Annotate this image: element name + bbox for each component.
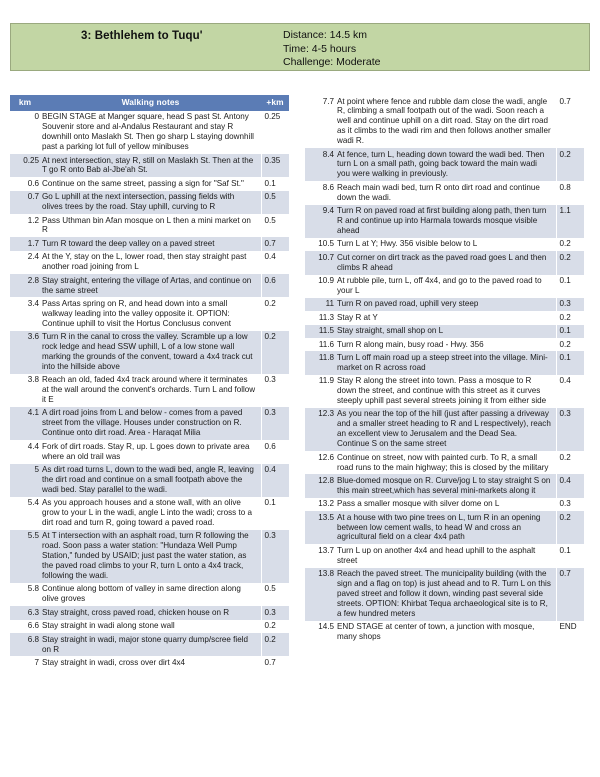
- route-row-note: At a house with two pine trees on L, turn R in an opening between low cement walls, to head W and cross an agricultural field on a clear 4x4 path: [335, 511, 556, 544]
- route-row-note: At T intersection with an asphalt road, turn R following the road. Soon pass a water station: "Hundaza Well Pump Station," funded by USAID; just past the water station, as the paved road climbs to your R, turn L onto a 4x4 track, following the wadi.: [40, 530, 261, 583]
- route-row-km: 11.5: [305, 325, 335, 338]
- route-row-add-km: 0.2: [261, 331, 289, 374]
- route-row: [305, 408, 584, 451]
- route-row-km: 6.3: [10, 606, 40, 619]
- route-row-add-km: 0.2: [556, 238, 584, 251]
- stage-title: 3: Bethlehem to Tuqu': [81, 30, 203, 42]
- route-row-add-km: 0.1: [261, 497, 289, 530]
- route-row-note: As dirt road turns L, down to the wadi bed, angle R, leaving the dirt road and continue on a small footpath above the wadi bed. Stay parallel to the wadi.: [40, 464, 261, 497]
- stage-distance: Distance: 14.5 km: [283, 29, 368, 41]
- table-header-row: [10, 95, 289, 111]
- route-row-add-km: 0.4: [261, 464, 289, 497]
- route-row-note: At rubble pile, turn L, off 4x4, and go to the paved road to your L: [335, 275, 556, 298]
- route-row-note: Pass Artas spring on R, and head down into a small walkway leading into the valley opposite it. OPTION: Continue uphill to visit the Hortus Conclusus convent: [40, 297, 261, 330]
- route-row-km: 1.2: [10, 214, 40, 237]
- route-row: [305, 474, 584, 497]
- route-row-km: 13.2: [305, 498, 335, 511]
- stage-challenge: Challenge: Moderate: [283, 56, 381, 69]
- column-header-add-km: +km: [261, 95, 289, 111]
- route-row-add-km: 0.7: [261, 656, 289, 669]
- route-row: [305, 181, 584, 204]
- route-table-left: [10, 95, 289, 670]
- route-row-add-km: 0.1: [556, 275, 584, 298]
- route-row-note: END STAGE at center of town, a junction with mosque, many shops: [335, 621, 556, 644]
- route-row-km: 3.8: [10, 374, 40, 407]
- route-row: [305, 251, 584, 274]
- route-row-add-km: 0.3: [261, 530, 289, 583]
- route-row-note: Stay R at Y: [335, 311, 556, 324]
- route-row: [305, 148, 584, 181]
- route-row-km: 4.4: [10, 440, 40, 463]
- route-row: [305, 511, 584, 544]
- route-row: [10, 497, 289, 530]
- route-row-note: Cut corner on dirt track as the paved road goes L and then climbs R ahead: [335, 251, 556, 274]
- route-row-add-km: 0.7: [556, 95, 584, 148]
- route-row: [305, 275, 584, 298]
- route-row-note: Fork of dirt roads. Stay R, up. L goes down to private area where an old trail was: [40, 440, 261, 463]
- route-row-km: 4.1: [10, 407, 40, 440]
- route-row: [10, 656, 289, 669]
- route-row: [305, 298, 584, 311]
- route-row-add-km: 0.3: [556, 298, 584, 311]
- route-row-note: Reach main wadi bed, turn R onto dirt road and continue down the wadi.: [335, 181, 556, 204]
- route-row: [10, 237, 289, 250]
- route-row-note: Stay straight, cross paved road, chicken house on R: [40, 606, 261, 619]
- route-row-add-km: 0.1: [261, 177, 289, 190]
- route-row-km: 2.8: [10, 274, 40, 297]
- route-row-km: 6.8: [10, 633, 40, 656]
- route-row-note: Continue on street, now with painted curb. To R, a small road runs to the main highway; this is closed by the military: [335, 451, 556, 474]
- route-row-km: 0.6: [10, 177, 40, 190]
- route-row-note: Stay straight in wadi along stone wall: [40, 620, 261, 633]
- route-row: [305, 498, 584, 511]
- route-row: [305, 311, 584, 324]
- route-row: [305, 375, 584, 408]
- route-row: [305, 544, 584, 567]
- route-row-km: 14.5: [305, 621, 335, 644]
- route-row-note: Turn R on paved road, uphill very steep: [335, 298, 556, 311]
- route-row: [10, 583, 289, 606]
- route-row-add-km: 0.2: [556, 148, 584, 181]
- route-row-add-km: 0.5: [261, 214, 289, 237]
- route-row: [10, 407, 289, 440]
- route-row-add-km: 0.2: [556, 338, 584, 351]
- route-row-add-km: 0.8: [556, 181, 584, 204]
- route-row: [10, 374, 289, 407]
- route-row-km: 1.7: [10, 237, 40, 250]
- route-row-add-km: 0.2: [261, 297, 289, 330]
- route-row: [10, 297, 289, 330]
- route-row-km: 7.7: [305, 95, 335, 148]
- route-row-km: 10.5: [305, 238, 335, 251]
- route-row: [10, 111, 289, 154]
- route-row-add-km: 0.7: [556, 568, 584, 621]
- route-row: [10, 620, 289, 633]
- route-row-note: Turn L at Y; Hwy. 356 visible below to L: [335, 238, 556, 251]
- route-table-body-right: [305, 95, 584, 644]
- route-row-add-km: 0.3: [261, 374, 289, 407]
- route-row-note: Reach the paved street. The municipality building (with the sign and a flag on top) is just ahead and to R. Turn L on this paved street and follow it down, winding past several side streets. OPTION: Khirbat Tequa archaeological site is to R, a few hundred meters: [335, 568, 556, 621]
- route-row-km: 12.6: [305, 451, 335, 474]
- route-row-note: As you approach houses and a stone wall, with an olive grow to your L in the wadi, angle L into the wadi; cross to a dirt road and turn R, going toward a paved road.: [40, 497, 261, 530]
- route-row: [10, 274, 289, 297]
- route-row-note: Turn R on paved road at first building along path, then turn R and continue up into Harmala towards mosque visible ahead: [335, 205, 556, 238]
- route-row-add-km: 0.5: [261, 583, 289, 606]
- route-row-km: 5.4: [10, 497, 40, 530]
- route-row-km: 9.4: [305, 205, 335, 238]
- route-row-km: 0.7: [10, 191, 40, 214]
- route-row-note: Turn R along main, busy road - Hwy. 356: [335, 338, 556, 351]
- route-row-km: 13.8: [305, 568, 335, 621]
- route-row-add-km: 0.6: [261, 440, 289, 463]
- route-row-add-km: 0.7: [261, 237, 289, 250]
- route-row-note: Stay R along the street into town. Pass a mosque to R down the street, and continue with this street as it curves steeply uphill past several streets joining it from either side: [335, 375, 556, 408]
- route-row-km: 7: [10, 656, 40, 669]
- route-row-note: Turn R in the canal to cross the valley. Scramble up a low rock ledge and head SSW uphill, L of a low stone wall marking the grounds of the convent, toward a 4x4 track cut into the hillside above: [40, 331, 261, 374]
- route-row-add-km: 0.3: [556, 408, 584, 451]
- route-table-header: [10, 95, 289, 111]
- route-row-note: At point where fence and rubble dam close the wadi, angle R, climbing a small footpath out of the wadi. Soon reach a well and continue uphill on a dirt road. Stay on the dirt road as it climbs to the wadi rim and then follows another smaller wadi R.: [335, 95, 556, 148]
- route-row: [10, 177, 289, 190]
- route-row: [305, 238, 584, 251]
- route-row: [10, 530, 289, 583]
- route-row: [305, 338, 584, 351]
- route-row: [305, 95, 584, 148]
- route-row-note: Stay straight, small shop on L: [335, 325, 556, 338]
- route-row-note: Pass a smaller mosque with silver dome on L: [335, 498, 556, 511]
- route-row: [10, 606, 289, 619]
- route-row-km: 8.6: [305, 181, 335, 204]
- route-row-add-km: 0.5: [261, 191, 289, 214]
- route-row-note: As you near the top of the hill (just after passing a driveway and a smaller street heading to R and L respectively), reach an excellent view to Jerusalem and the Dead Sea. Continue S on the same street: [335, 408, 556, 451]
- route-row-add-km: 0.1: [556, 325, 584, 338]
- route-row-add-km: 0.4: [261, 251, 289, 274]
- route-row-add-km: 0.3: [261, 606, 289, 619]
- route-row-km: 5.8: [10, 583, 40, 606]
- route-row-add-km: 0.4: [556, 375, 584, 408]
- route-row: [305, 351, 584, 374]
- column-header-notes: Walking notes: [40, 95, 261, 111]
- route-row: [10, 214, 289, 237]
- route-row-add-km: 0.2: [261, 620, 289, 633]
- route-row-add-km: 0.2: [556, 451, 584, 474]
- route-row: [305, 205, 584, 238]
- route-row-note: Continue on the same street, passing a sign for "Saf St.": [40, 177, 261, 190]
- route-row: [305, 568, 584, 621]
- route-row-add-km: 0.6: [261, 274, 289, 297]
- route-row: [10, 440, 289, 463]
- route-row-add-km: 0.25: [261, 111, 289, 154]
- route-row-km: 13.7: [305, 544, 335, 567]
- route-row-add-km: 0.3: [261, 407, 289, 440]
- route-row-km: 5.5: [10, 530, 40, 583]
- route-row-add-km: 0.3: [556, 498, 584, 511]
- route-row: [305, 451, 584, 474]
- stage-banner: [10, 23, 590, 71]
- route-row-km: 3.4: [10, 297, 40, 330]
- route-row: [305, 621, 584, 644]
- route-table-right: [305, 95, 584, 644]
- route-row-km: 12.8: [305, 474, 335, 497]
- route-row-km: 0: [10, 111, 40, 154]
- route-row-add-km: 0.2: [261, 633, 289, 656]
- route-row-note: Turn L up on another 4x4 and head uphill to the asphalt street: [335, 544, 556, 567]
- route-row-note: Pass Uthman bin Afan mosque on L then a mini market on R: [40, 214, 261, 237]
- route-row-add-km: 0.2: [556, 251, 584, 274]
- route-row-note: Stay straight, entering the village of Artas, and continue on the same street: [40, 274, 261, 297]
- route-row-add-km: 0.4: [556, 474, 584, 497]
- route-table-body-left: [10, 111, 289, 670]
- route-row-km: 0.25: [10, 154, 40, 177]
- route-row-add-km: END: [556, 621, 584, 644]
- route-row-note: Turn L off main road up a steep street into the village. Mini-market on R across road: [335, 351, 556, 374]
- route-row-note: Go L uphill at the next intersection, passing fields with olives trees by the road. Stay uphill, curving to R: [40, 191, 261, 214]
- route-row-add-km: 0.1: [556, 351, 584, 374]
- route-row-note: Stay straight in wadi, major stone quarry dump/scree field on R: [40, 633, 261, 656]
- route-row-note: Continue along bottom of valley in same direction along olive groves: [40, 583, 261, 606]
- route-row-km: 6.6: [10, 620, 40, 633]
- route-row: [10, 191, 289, 214]
- stage-time: Time: 4-5 hours: [283, 42, 357, 55]
- column-header-km: km: [10, 95, 40, 111]
- route-row-km: 11.3: [305, 311, 335, 324]
- route-row-note: Stay straight in wadi, cross over dirt 4x4: [40, 656, 261, 669]
- route-row-km: 11.8: [305, 351, 335, 374]
- route-row-km: 2.4: [10, 251, 40, 274]
- route-row-note: BEGIN STAGE at Manger square, head S past St. Antony Souvenir store and al-Andalus Restaurant and stay R downhill onto Maslakh St. Then go sharp L staying downhill past a parking lot full of yellow minibuses: [40, 111, 261, 154]
- route-row-note: At next intersection, stay R, still on Maslakh St. Then at the T go R onto Bab al-Jbe'ah St.: [40, 154, 261, 177]
- route-row-add-km: 0.2: [556, 311, 584, 324]
- route-row-km: 8.4: [305, 148, 335, 181]
- route-row-note: Blue-domed mosque on R. Curve/jog L to stay straight S on this main street,which has several mini-markets along it: [335, 474, 556, 497]
- route-row-note: At fence, turn L, heading down toward the wadi bed. Then turn L on a small path, going back toward the main wadi you were walking in previously.: [335, 148, 556, 181]
- route-row-km: 11: [305, 298, 335, 311]
- stage-stats: [283, 29, 380, 70]
- route-row: [10, 633, 289, 656]
- route-row-note: Reach an old, faded 4x4 track around where it terminates at the wall around the convent's orchards. Turn L and follow it E: [40, 374, 261, 407]
- route-row-km: 10.7: [305, 251, 335, 274]
- route-row: [10, 331, 289, 374]
- route-row: [305, 325, 584, 338]
- route-row: [10, 154, 289, 177]
- route-row-km: 11.9: [305, 375, 335, 408]
- route-row-note: At the Y, stay on the L, lower road, then stay straight past another road joining from L: [40, 251, 261, 274]
- route-row-km: 12.3: [305, 408, 335, 451]
- route-row: [10, 464, 289, 497]
- route-row-add-km: 0.1: [556, 544, 584, 567]
- route-row-km: 3.6: [10, 331, 40, 374]
- route-row-km: 13.5: [305, 511, 335, 544]
- route-row-note: A dirt road joins from L and below - comes from a paved street from the village. Houses under construction on R. Continue onto dirt road. Area - Haraqat Milia: [40, 407, 261, 440]
- route-row-add-km: 0.35: [261, 154, 289, 177]
- route-row-km: 11.6: [305, 338, 335, 351]
- route-row-km: 5: [10, 464, 40, 497]
- route-row-add-km: 1.1: [556, 205, 584, 238]
- route-row: [10, 251, 289, 274]
- route-row-add-km: 0.2: [556, 511, 584, 544]
- route-row-note: Turn R toward the deep valley on a paved street: [40, 237, 261, 250]
- route-row-km: 10.9: [305, 275, 335, 298]
